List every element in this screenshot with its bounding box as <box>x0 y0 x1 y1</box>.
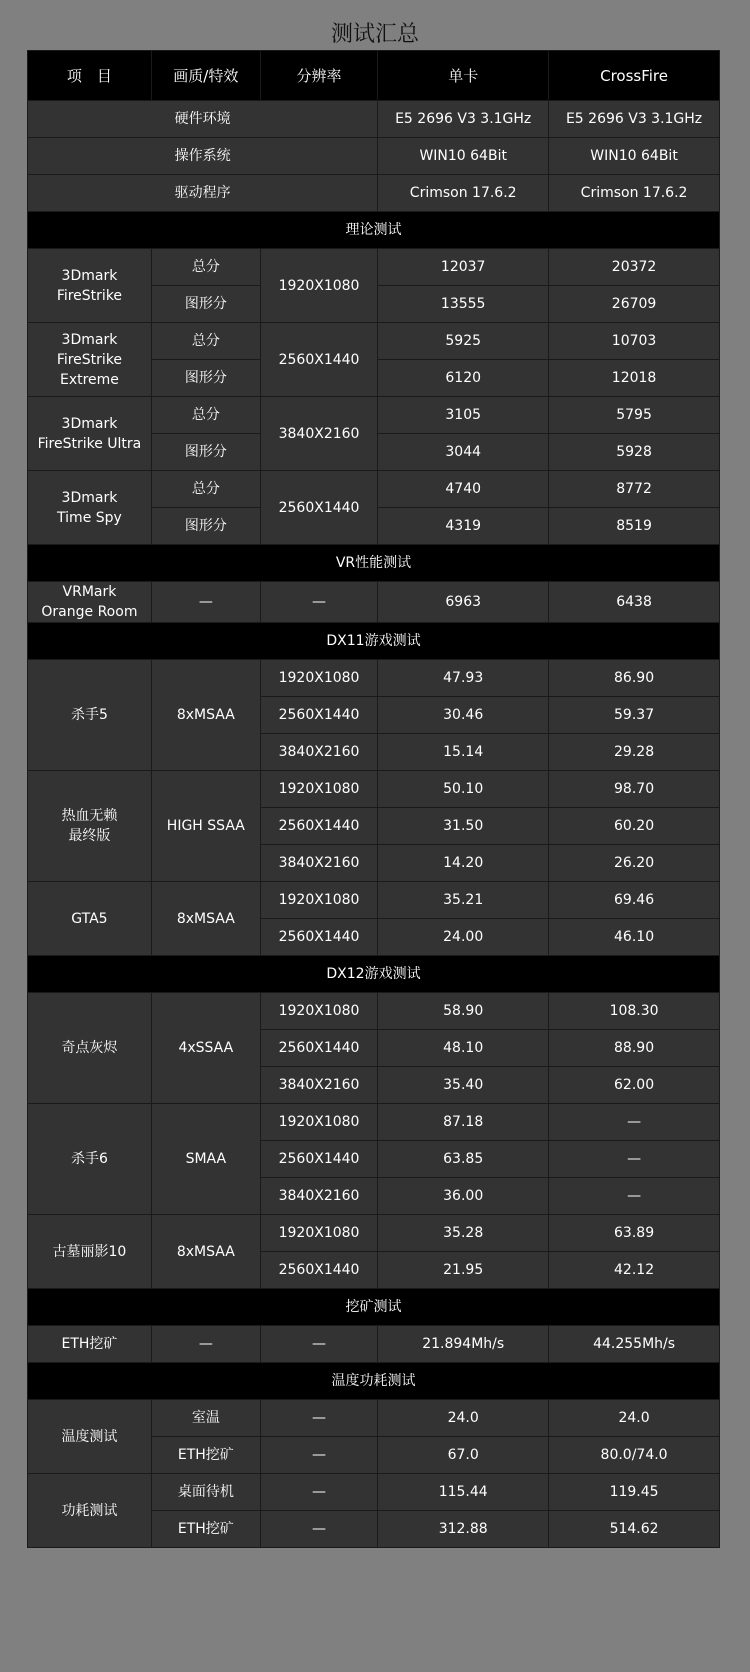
single-value: 67.0 <box>378 1437 549 1474</box>
test-name: 3Dmark FireStrike <box>28 249 152 323</box>
section-row <box>28 623 720 660</box>
resolution: 1920X1080 <box>260 660 377 697</box>
crossfire-value: 514.62 <box>549 1511 720 1548</box>
test-name: VRMark Orange Room <box>28 582 152 623</box>
crossfire-value: 42.12 <box>549 1252 720 1289</box>
summary-table-body <box>28 51 720 1548</box>
game-name: 奇点灰烬 <box>28 993 152 1104</box>
crossfire-value: — <box>549 1141 720 1178</box>
env-label: 驱动程序 <box>28 175 378 212</box>
resolution: 3840X2160 <box>260 1178 377 1215</box>
single-value: 35.40 <box>378 1067 549 1104</box>
resolution: 3840X2160 <box>260 734 377 771</box>
resolution: 2560X1440 <box>260 808 377 845</box>
single-value: E5 2696 V3 3.1GHz <box>378 101 549 138</box>
single-value: 5925 <box>378 323 549 360</box>
test-item: ETH挖矿 <box>151 1437 260 1474</box>
resolution: 2560X1440 <box>260 1141 377 1178</box>
single-value: 24.0 <box>378 1400 549 1437</box>
quality: HIGH SSAA <box>151 771 260 882</box>
single-value: 6963 <box>378 582 549 623</box>
test-item: 桌面待机 <box>151 1474 260 1511</box>
table-row <box>28 882 720 919</box>
table-row <box>28 1104 720 1141</box>
section-row <box>28 212 720 249</box>
test-item: 总分 <box>151 397 260 434</box>
crossfire-value: 6438 <box>549 582 720 623</box>
crossfire-value: 108.30 <box>549 993 720 1030</box>
test-item: 总分 <box>151 323 260 360</box>
single-value: 12037 <box>378 249 549 286</box>
game-name: 热血无赖 最终版 <box>28 771 152 882</box>
test-item: 图形分 <box>151 286 260 323</box>
table-row <box>28 1400 720 1437</box>
table-row <box>28 1326 720 1363</box>
single-value: 50.10 <box>378 771 549 808</box>
resolution: 1920X1080 <box>260 249 377 323</box>
single-value: WIN10 64Bit <box>378 138 549 175</box>
single-value: 63.85 <box>378 1141 549 1178</box>
quality: 8xMSAA <box>151 660 260 771</box>
crossfire-value: 20372 <box>549 249 720 286</box>
column-header-2: 分辨率 <box>260 51 377 101</box>
resolution: 1920X1080 <box>260 771 377 808</box>
section-title-mining: 挖矿测试 <box>28 1289 720 1326</box>
quality: — <box>151 582 260 623</box>
single-value: 24.00 <box>378 919 549 956</box>
resolution: 3840X2160 <box>260 397 377 471</box>
crossfire-value: 5795 <box>549 397 720 434</box>
crossfire-value: 26.20 <box>549 845 720 882</box>
single-value: 312.88 <box>378 1511 549 1548</box>
page-title: 测试汇总 <box>330 22 419 47</box>
crossfire-value: 8772 <box>549 471 720 508</box>
resolution: 3840X2160 <box>260 1067 377 1104</box>
crossfire-value: 29.28 <box>549 734 720 771</box>
game-name: 杀手6 <box>28 1104 152 1215</box>
table-row <box>28 249 720 286</box>
test-name: 3Dmark Time Spy <box>28 471 152 545</box>
column-header-0: 项 目 <box>28 51 152 101</box>
test-item: 总分 <box>151 249 260 286</box>
section-title-theory: 理论测试 <box>28 212 720 249</box>
resolution: — <box>260 1474 377 1511</box>
single-value: 30.46 <box>378 697 549 734</box>
resolution: 3840X2160 <box>260 845 377 882</box>
crossfire-value: — <box>549 1178 720 1215</box>
resolution: — <box>260 1511 377 1548</box>
crossfire-value: 98.70 <box>549 771 720 808</box>
crossfire-value: E5 2696 V3 3.1GHz <box>549 101 720 138</box>
table-row <box>28 323 720 360</box>
section-row <box>28 545 720 582</box>
single-value: 4740 <box>378 471 549 508</box>
single-value: 36.00 <box>378 1178 549 1215</box>
single-value: 14.20 <box>378 845 549 882</box>
test-name: 3Dmark FireStrike Ultra <box>28 397 152 471</box>
crossfire-value: 44.255Mh/s <box>549 1326 720 1363</box>
test-item: ETH挖矿 <box>151 1511 260 1548</box>
test-item: 图形分 <box>151 360 260 397</box>
quality: 8xMSAA <box>151 882 260 956</box>
test-name: 3Dmark FireStrike Extreme <box>28 323 152 397</box>
single-value: 35.28 <box>378 1215 549 1252</box>
resolution: — <box>260 1437 377 1474</box>
crossfire-value: Crimson 17.6.2 <box>549 175 720 212</box>
single-value: 48.10 <box>378 1030 549 1067</box>
quality: 4xSSAA <box>151 993 260 1104</box>
section-row <box>28 956 720 993</box>
resolution: — <box>260 1326 377 1363</box>
crossfire-value: WIN10 64Bit <box>549 138 720 175</box>
single-value: 15.14 <box>378 734 549 771</box>
crossfire-value: 12018 <box>549 360 720 397</box>
section-title-vr: VR性能测试 <box>28 545 720 582</box>
crossfire-value: 24.0 <box>549 1400 720 1437</box>
test-name: ETH挖矿 <box>28 1326 152 1363</box>
single-value: 3105 <box>378 397 549 434</box>
section-title-dx12: DX12游戏测试 <box>28 956 720 993</box>
crossfire-value: 60.20 <box>549 808 720 845</box>
resolution: 2560X1440 <box>260 1252 377 1289</box>
header-row <box>28 51 720 101</box>
table-row <box>28 175 720 212</box>
column-header-1: 画质/特效 <box>151 51 260 101</box>
table-row <box>28 101 720 138</box>
resolution: 2560X1440 <box>260 697 377 734</box>
table-row <box>28 993 720 1030</box>
single-value: 31.50 <box>378 808 549 845</box>
single-value: 4319 <box>378 508 549 545</box>
section-row <box>28 1289 720 1326</box>
crossfire-value: — <box>549 1104 720 1141</box>
resolution: 1920X1080 <box>260 1104 377 1141</box>
resolution: 2560X1440 <box>260 323 377 397</box>
single-value: 21.95 <box>378 1252 549 1289</box>
single-value: 21.894Mh/s <box>378 1326 549 1363</box>
resolution: 2560X1440 <box>260 471 377 545</box>
test-item: 图形分 <box>151 508 260 545</box>
crossfire-value: 8519 <box>549 508 720 545</box>
quality: 8xMSAA <box>151 1215 260 1289</box>
section-row <box>28 1363 720 1400</box>
resolution: 2560X1440 <box>260 1030 377 1067</box>
single-value: 6120 <box>378 360 549 397</box>
resolution: 1920X1080 <box>260 993 377 1030</box>
table-row <box>28 1474 720 1511</box>
resolution: 1920X1080 <box>260 882 377 919</box>
crossfire-value: 80.0/74.0 <box>549 1437 720 1474</box>
single-value: 3044 <box>378 434 549 471</box>
game-name: 古墓丽影10 <box>28 1215 152 1289</box>
single-value: Crimson 17.6.2 <box>378 175 549 212</box>
table-row <box>28 1215 720 1252</box>
crossfire-value: 26709 <box>549 286 720 323</box>
game-name: 杀手5 <box>28 660 152 771</box>
test-name: 温度测试 <box>28 1400 152 1474</box>
single-value: 115.44 <box>378 1474 549 1511</box>
table-row <box>28 582 720 623</box>
quality: SMAA <box>151 1104 260 1215</box>
crossfire-value: 10703 <box>549 323 720 360</box>
crossfire-value: 119.45 <box>549 1474 720 1511</box>
crossfire-value: 5928 <box>549 434 720 471</box>
crossfire-value: 88.90 <box>549 1030 720 1067</box>
section-title-dx11: DX11游戏测试 <box>28 623 720 660</box>
single-value: 87.18 <box>378 1104 549 1141</box>
column-header-3: 单卡 <box>378 51 549 101</box>
table-row <box>28 771 720 808</box>
single-value: 13555 <box>378 286 549 323</box>
table-row <box>28 397 720 434</box>
table-row <box>28 660 720 697</box>
quality: — <box>151 1326 260 1363</box>
env-label: 操作系统 <box>28 138 378 175</box>
resolution: 2560X1440 <box>260 919 377 956</box>
resolution: — <box>260 1400 377 1437</box>
section-title-power: 温度功耗测试 <box>28 1363 720 1400</box>
single-value: 47.93 <box>378 660 549 697</box>
crossfire-value: 46.10 <box>549 919 720 956</box>
test-item: 总分 <box>151 471 260 508</box>
table-row <box>28 138 720 175</box>
test-item: 图形分 <box>151 434 260 471</box>
game-name: GTA5 <box>28 882 152 956</box>
resolution: — <box>260 582 377 623</box>
crossfire-value: 59.37 <box>549 697 720 734</box>
single-value: 35.21 <box>378 882 549 919</box>
single-value: 58.90 <box>378 993 549 1030</box>
crossfire-value: 69.46 <box>549 882 720 919</box>
crossfire-value: 63.89 <box>549 1215 720 1252</box>
env-label: 硬件环境 <box>28 101 378 138</box>
crossfire-value: 86.90 <box>549 660 720 697</box>
column-header-4: CrossFire <box>549 51 720 101</box>
test-item: 室温 <box>151 1400 260 1437</box>
summary-table <box>27 50 720 1548</box>
table-row <box>28 471 720 508</box>
test-name: 功耗测试 <box>28 1474 152 1548</box>
crossfire-value: 62.00 <box>549 1067 720 1104</box>
resolution: 1920X1080 <box>260 1215 377 1252</box>
